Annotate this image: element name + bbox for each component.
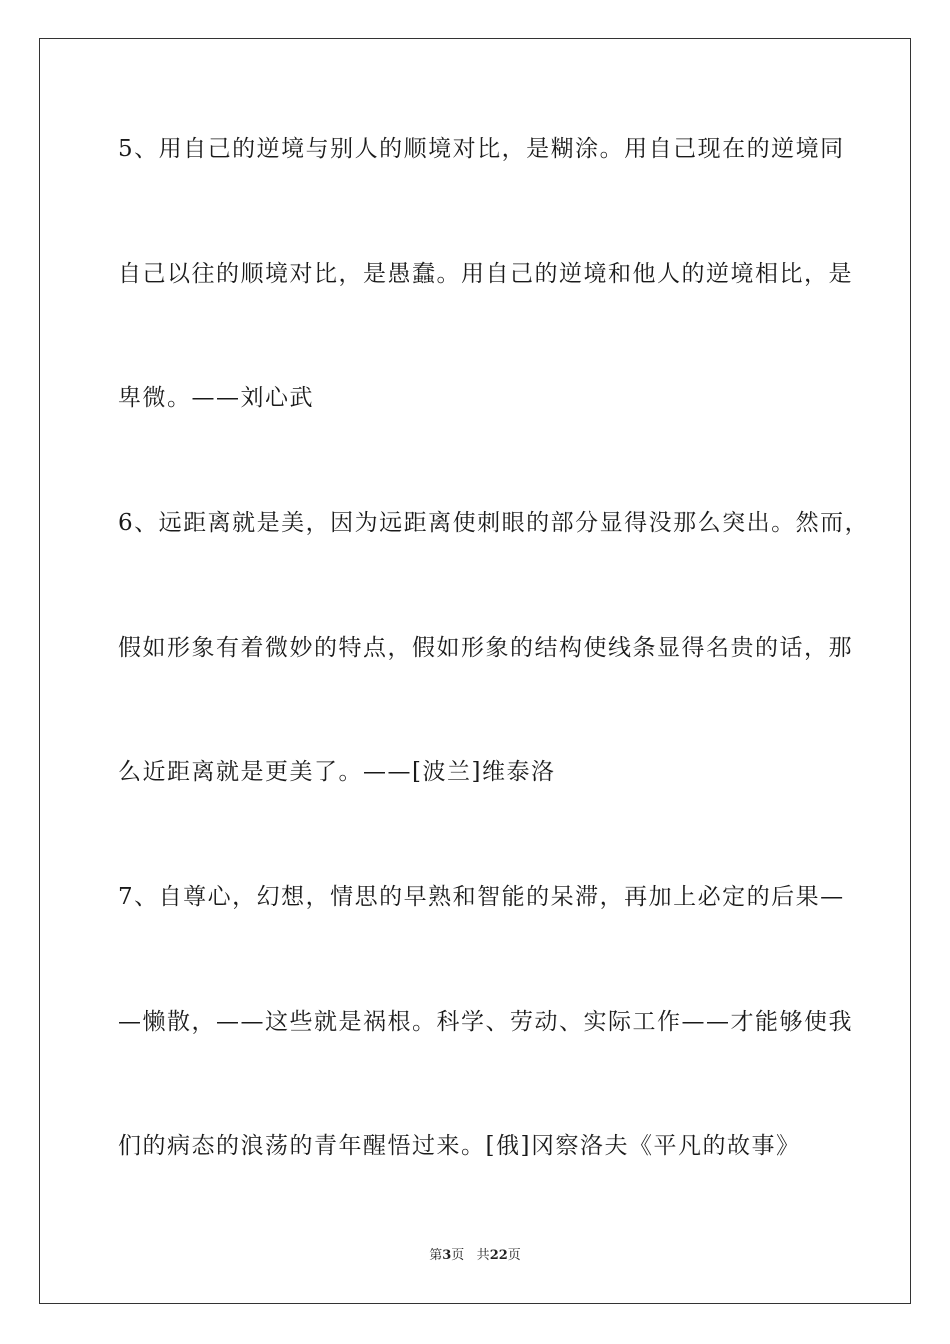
text-line-2: 自己以往的顺境对比，是愚蠢。用自己的逆境和他人的逆境相比，是 — [118, 261, 853, 287]
page-number: 3 — [442, 1248, 452, 1263]
text-line-3: 卑微。——刘心武 — [118, 385, 314, 411]
text-line-8: —懒散，——这些就是祸根。科学、劳动、实际工作——才能够使我 — [118, 1009, 853, 1035]
total-suffix: 页 — [507, 1248, 521, 1263]
text-line-4: 6、远距离就是美，因为远距离使刺眼的部分显得没那么突出。然而， — [118, 510, 870, 536]
page-suffix: 页 — [451, 1248, 465, 1263]
text-line-6: 么近距离就是更美了。——[波兰]维泰洛 — [118, 759, 556, 785]
page-border — [39, 38, 911, 1304]
total-pages: 22 — [489, 1248, 508, 1263]
total-prefix: 共 — [476, 1248, 490, 1263]
text-line-9: 们的病态的浪荡的青年醒悟过来。[俄]冈察洛夫《平凡的故事》 — [118, 1133, 801, 1159]
page-footer — [0, 1247, 950, 1265]
text-line-1: 5、用自己的逆境与别人的顺境对比，是糊涂。用自己现在的逆境同 — [118, 136, 845, 162]
text-line-7: 7、自尊心，幻想，情思的早熟和智能的呆滞，再加上必定的后果— — [118, 884, 845, 910]
page-prefix: 第 — [429, 1248, 443, 1263]
text-line-5: 假如形象有着微妙的特点，假如形象的结构使线条显得名贵的话，那 — [118, 635, 853, 661]
